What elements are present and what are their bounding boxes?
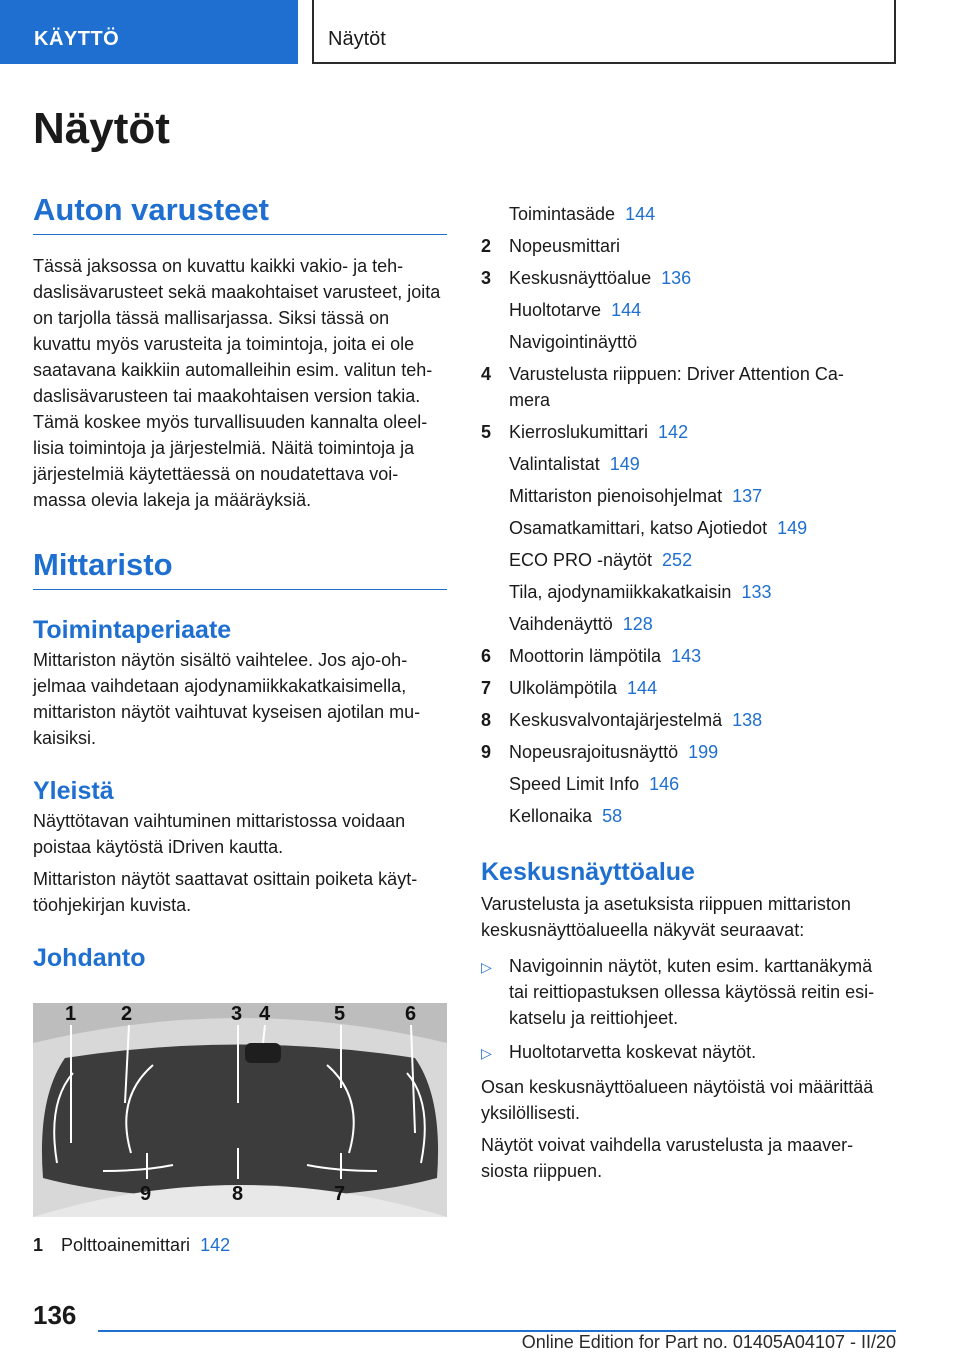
heading-central-display: Keskusnäyttöalue — [481, 858, 695, 886]
legend-item — [481, 480, 895, 512]
legend-item-text: Speed Limit Info — [509, 774, 640, 794]
figure-label-4: 4 — [259, 1003, 271, 1025]
instrument-cluster-figure — [33, 1003, 447, 1217]
legend-item-text: Varustelusta riippuen: Driver Attention Ca-mera — [509, 364, 844, 410]
legend-item-text: Moottorin lämpötila — [509, 646, 662, 666]
legend-item-number: 9 — [481, 742, 492, 762]
legend-item-number: 2 — [481, 236, 492, 256]
legend-item-number: 6 — [481, 646, 492, 666]
legend-item — [481, 736, 895, 768]
legend-item — [481, 448, 895, 480]
header-section-tab: KÄYTTÖ — [0, 0, 298, 64]
legend-item-number — [481, 326, 509, 358]
legend-item — [481, 358, 895, 416]
page-reference-link[interactable]: 199 — [688, 742, 719, 762]
figure-label-8: 8 — [232, 1183, 244, 1205]
page-number: 136 — [33, 1300, 77, 1330]
figure-label-7: 7 — [334, 1183, 346, 1205]
page-reference-link[interactable]: 144 — [625, 204, 656, 224]
legend-item-text: Tila, ajodynamiikkakatkaisin — [509, 582, 732, 602]
figure-label-6: 6 — [405, 1003, 417, 1025]
legend-item-text: Vaihdenäyttö — [509, 614, 613, 634]
legend-item-text: Ulkolämpötila — [509, 678, 618, 698]
legend-item-text: Nopeusmittari — [509, 236, 621, 256]
legend-item-number: 4 — [481, 364, 492, 384]
page-reference-link[interactable]: 58 — [602, 806, 623, 826]
legend-item-text: Keskusnäyttöalue — [509, 268, 652, 288]
legend-item-text: Mittariston pienoisohjelmat — [509, 486, 723, 506]
page-title: Näytöt — [33, 104, 170, 153]
legend-item-1 — [33, 1229, 447, 1261]
figure-label-1: 1 — [65, 1003, 77, 1025]
legend-item-text: Nopeusrajoitusnäyttö — [509, 742, 679, 762]
legend-item-text: Huoltotarve — [509, 300, 602, 320]
page-reference-link[interactable]: 143 — [671, 646, 702, 666]
legend-item-text: Toimintasäde — [509, 204, 616, 224]
page-reference-link[interactable]: 149 — [609, 454, 640, 474]
figure-label-5: 5 — [334, 1003, 346, 1025]
paragraph-central-display: Varustelusta ja asetuksista riippuen mittariston keskusnäyttöalueella näkyvät seuraavat: — [481, 894, 851, 940]
legend-item-number: 5 — [481, 422, 492, 442]
legend-item — [481, 672, 895, 704]
page-reference-link[interactable]: 136 — [661, 268, 692, 288]
legend-item — [481, 326, 895, 358]
legend-item — [481, 416, 895, 448]
heading-principle: Toimintaperiaate — [33, 616, 232, 644]
page-reference-link[interactable]: 146 — [649, 774, 680, 794]
paragraph-customize: Osan keskusnäyttöalueen näytöistä voi määrittää yksilöllisesti. — [481, 1077, 874, 1123]
legend-item — [481, 640, 895, 672]
heading-cluster: Mittaristo — [33, 547, 447, 590]
bullet-text: Navigoinnin näytöt, kuten esim. karttanäkymä tai reittiopastuksen ollessa käytössä reitin esi-katselu ja reittiohjeet. — [509, 956, 875, 1028]
footer-edition: Online Edition for Part no. 01405A04107 - II/20 — [521, 1332, 896, 1352]
legend-item-number: 7 — [481, 678, 492, 698]
legend-item-text: Navigointinäyttö — [509, 332, 638, 352]
page-reference-link[interactable]: 144 — [627, 678, 658, 698]
legend-item — [481, 512, 895, 544]
page-reference-link[interactable]: 144 — [611, 300, 642, 320]
legend-item-number — [481, 608, 509, 640]
heading-equipment: Auton varusteet — [33, 192, 447, 235]
legend-item — [481, 704, 895, 736]
legend-item-number — [481, 294, 509, 326]
legend-item — [481, 768, 895, 800]
legend-item-number — [481, 800, 509, 832]
paragraph-vary: Näytöt voivat vaihdella varustelusta ja maaver-siosta riippuen. — [481, 1135, 854, 1181]
legend-item — [481, 544, 895, 576]
bullet-item — [481, 1039, 895, 1066]
legend-item-text: Valintalistat — [509, 454, 600, 474]
legend-item — [481, 198, 895, 230]
legend-item — [481, 262, 895, 294]
page-reference-link[interactable]: 142 — [200, 1235, 231, 1255]
triangle-bullet-icon: ▷ — [481, 1045, 492, 1061]
triangle-bullet-icon: ▷ — [481, 959, 492, 975]
figure-label-2: 2 — [121, 1003, 133, 1025]
legend-item-number — [481, 576, 509, 608]
legend-item-number — [481, 448, 509, 480]
legend-item-text: Kierroslukumittari — [509, 422, 649, 442]
legend-item-number — [481, 198, 509, 230]
legend-item-text: Keskusvalvontajärjestelmä — [509, 710, 723, 730]
page-reference-link[interactable]: 133 — [741, 582, 772, 602]
legend-item-number — [481, 768, 509, 800]
bullet-text: Huoltotarvetta koskevat näytöt. — [509, 1042, 757, 1062]
paragraph-principle: Mittariston näytön sisältö vaihtelee. Jos ajo-oh-jelmaa vaihdetaan ajodynamiikkakatkaisimella, mittariston näytöt vaihtuvat kyseisen ajotilan mu-kaisiksi. — [33, 650, 421, 748]
legend-item-number — [481, 544, 509, 576]
heading-intro: Johdanto — [33, 944, 146, 972]
legend-item — [481, 800, 895, 832]
page-reference-link[interactable]: 137 — [732, 486, 763, 506]
legend-item-number: 1 — [33, 1235, 44, 1255]
paragraph-equipment: Tässä jaksossa on kuvattu kaikki vakio- ja teh-daslisävarusteet sekä maakohtaiset varusteet, joita on tarjolla tässä mallisarjassa. Siksi tässä on kuvattu myös varusteita ja toimintoja, joita ei ole saatavana kaikkiin automalleihin esim. valitun teh-daslisävarusteen tai maakohtaisen version takia. Tämä koskee myös turvallisuuden kannalta oleel-lisia toimintoja ja järjestelmiä. Näitä toimintoja ja järjestelmiä käytettäessä on noudatettava voi-massa olevia lakeja ja määräyksiä. — [33, 256, 441, 510]
legend-item — [481, 294, 895, 326]
figure-label-3: 3 — [231, 1003, 243, 1025]
heading-general: Yleistä — [33, 777, 114, 805]
header-chapter-tab: Näytöt — [312, 0, 896, 64]
legend-item-number — [481, 512, 509, 544]
legend-item — [481, 576, 895, 608]
page-reference-link[interactable]: 252 — [662, 550, 693, 570]
legend-item-number — [481, 480, 509, 512]
paragraph-general-1: Näyttötavan vaihtuminen mittaristossa voidaan poistaa käytöstä iDriven kautta. — [33, 811, 406, 857]
legend-item-text: ECO PRO -näytöt — [509, 550, 653, 570]
page-reference-link[interactable]: 142 — [658, 422, 689, 442]
legend-item-number: 3 — [481, 268, 492, 288]
page-reference-link[interactable]: 138 — [732, 710, 763, 730]
page-reference-link[interactable]: 149 — [777, 518, 808, 538]
legend-item-text: Kellonaika — [509, 806, 593, 826]
legend-item — [481, 608, 895, 640]
right-column — [481, 198, 895, 1184]
paragraph-general-2: Mittariston näytöt saattavat osittain poiketa käyt-töohjekirjan kuvista. — [33, 869, 418, 915]
legend-item — [481, 230, 895, 262]
left-column — [33, 192, 447, 1261]
legend-item-text: Polttoainemittari — [61, 1235, 191, 1255]
page-reference-link[interactable]: 128 — [622, 614, 653, 634]
legend-item-number: 8 — [481, 710, 492, 730]
figure-label-9: 9 — [140, 1183, 152, 1205]
legend-item-text: Osamatkamittari, katso Ajotiedot — [509, 518, 768, 538]
bullet-item — [481, 953, 895, 1031]
